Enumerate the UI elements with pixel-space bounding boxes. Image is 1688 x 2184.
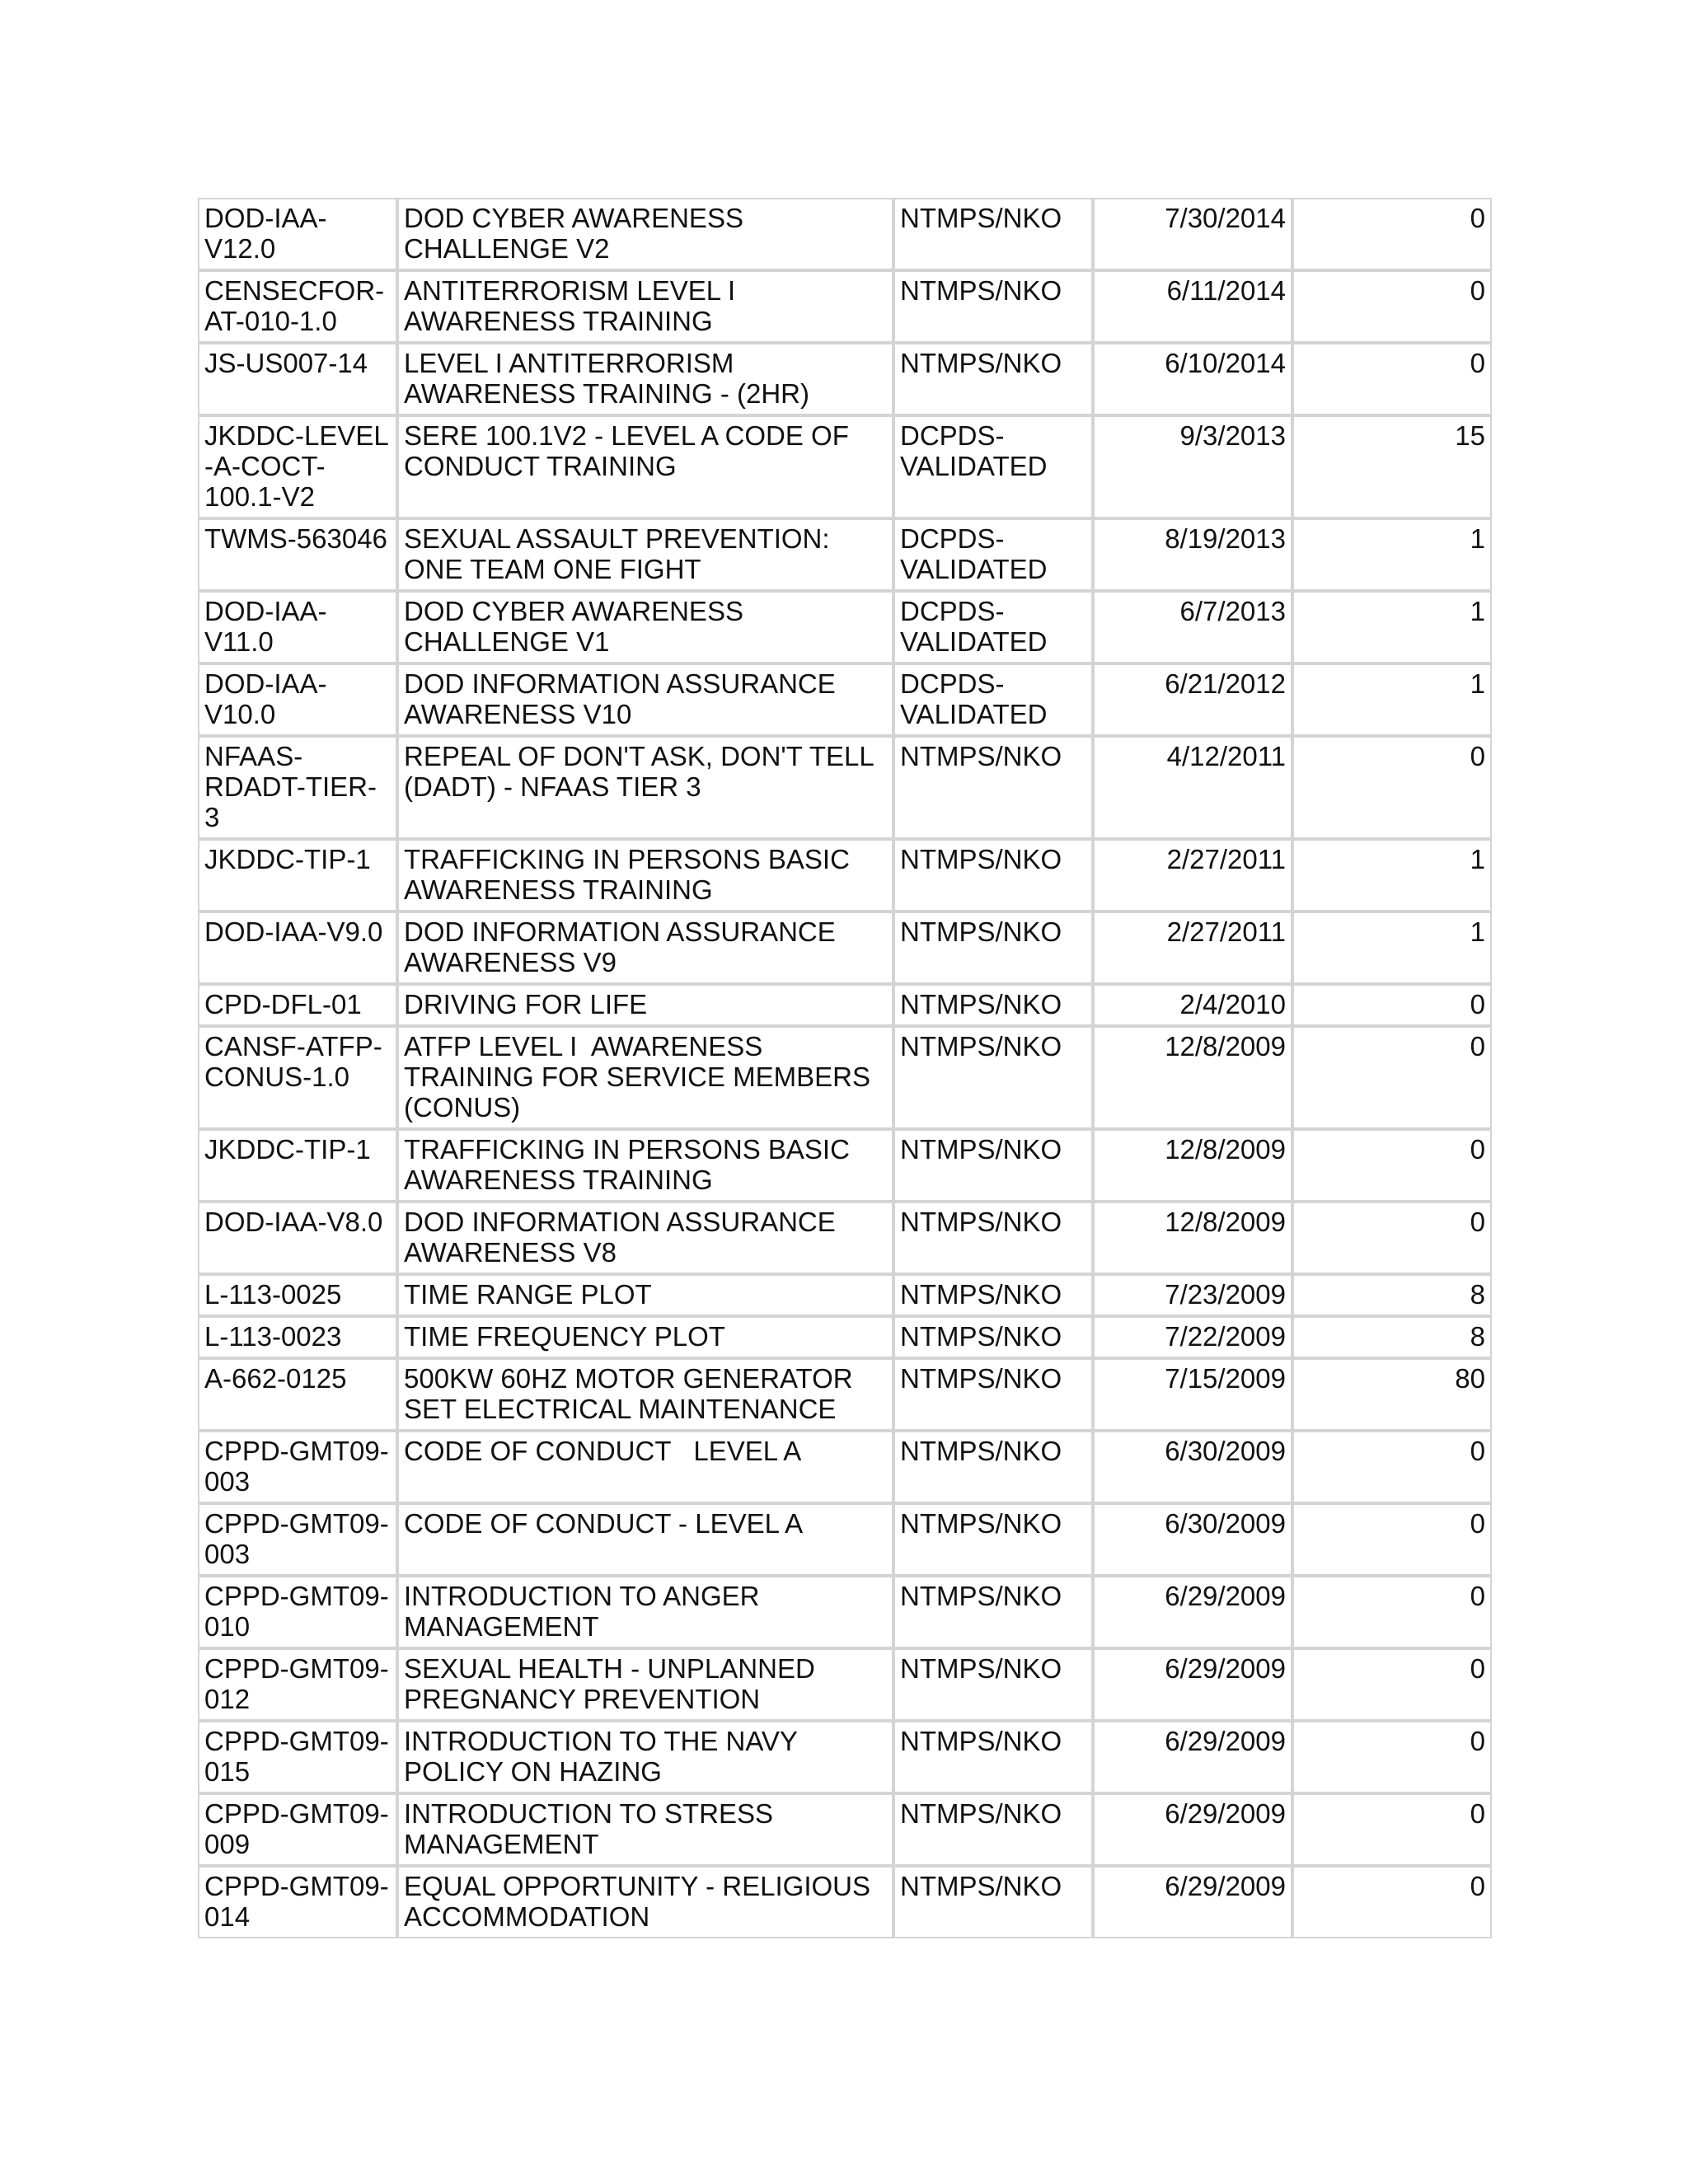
hours-cell: 1 — [1292, 839, 1492, 912]
hours-cell: 1 — [1292, 591, 1492, 663]
hours-cell: 8 — [1292, 1274, 1492, 1316]
hours-cell: 15 — [1292, 415, 1492, 518]
course-code-cell: TWMS-563046 — [198, 518, 397, 591]
course-title-cell: TIME RANGE PLOT — [397, 1274, 893, 1316]
source-cell: NTMPS/NKO — [893, 839, 1093, 912]
course-code-cell: CPD-DFL-01 — [198, 984, 397, 1026]
hours-cell: 0 — [1292, 1576, 1492, 1648]
table-body — [198, 198, 1492, 1938]
course-code-cell: CPPD-GMT09- 003 — [198, 1503, 397, 1576]
hours-cell: 0 — [1292, 984, 1492, 1026]
source-cell: NTMPS/NKO — [893, 1129, 1093, 1202]
table-row — [198, 1202, 1492, 1274]
completion-date-cell: 6/30/2009 — [1093, 1431, 1292, 1503]
table-row — [198, 1358, 1492, 1431]
completion-date-cell: 12/8/2009 — [1093, 1129, 1292, 1202]
course-code-cell: CPPD-GMT09- 012 — [198, 1648, 397, 1721]
source-cell: NTMPS/NKO — [893, 1202, 1093, 1274]
completion-date-cell: 6/30/2009 — [1093, 1503, 1292, 1576]
completion-date-cell: 9/3/2013 — [1093, 415, 1292, 518]
completion-date-cell: 6/29/2009 — [1093, 1576, 1292, 1648]
source-cell: DCPDS- VALIDATED — [893, 663, 1093, 736]
hours-cell: 0 — [1292, 1648, 1492, 1721]
source-cell: NTMPS/NKO — [893, 1866, 1093, 1938]
hours-cell: 0 — [1292, 270, 1492, 343]
course-title-cell: DOD INFORMATION ASSURANCE AWARENESS V10 — [397, 663, 893, 736]
source-cell: DCPDS- VALIDATED — [893, 518, 1093, 591]
course-code-cell: JKDDC-TIP-1 — [198, 1129, 397, 1202]
source-cell: NTMPS/NKO — [893, 736, 1093, 839]
course-title-cell: TRAFFICKING IN PERSONS BASIC AWARENESS TRAINING — [397, 839, 893, 912]
source-cell: NTMPS/NKO — [893, 343, 1093, 415]
course-code-cell: CPPD-GMT09- 015 — [198, 1721, 397, 1793]
course-code-cell: CPPD-GMT09- 009 — [198, 1793, 397, 1866]
completion-date-cell: 6/21/2012 — [1093, 663, 1292, 736]
hours-cell: 0 — [1292, 1721, 1492, 1793]
course-code-cell: DOD-IAA- V10.0 — [198, 663, 397, 736]
table-row — [198, 518, 1492, 591]
course-title-cell: REPEAL OF DON'T ASK, DON'T TELL (DADT) - NFAAS TIER 3 — [397, 736, 893, 839]
course-code-cell: DOD-IAA-V8.0 — [198, 1202, 397, 1274]
course-code-cell: A-662-0125 — [198, 1358, 397, 1431]
course-title-cell: LEVEL I ANTITERRORISM AWARENESS TRAINING - (2HR) — [397, 343, 893, 415]
course-title-cell: CODE OF CONDUCT LEVEL A — [397, 1431, 893, 1503]
table-row — [198, 1274, 1492, 1316]
hours-cell: 0 — [1292, 1866, 1492, 1938]
course-code-cell: CPPD-GMT09- 003 — [198, 1431, 397, 1503]
source-cell: NTMPS/NKO — [893, 198, 1093, 270]
table-row — [198, 1129, 1492, 1202]
source-cell: NTMPS/NKO — [893, 1358, 1093, 1431]
hours-cell: 0 — [1292, 1503, 1492, 1576]
hours-cell: 0 — [1292, 1202, 1492, 1274]
table-row — [198, 912, 1492, 984]
completion-date-cell: 7/30/2014 — [1093, 198, 1292, 270]
table-row — [198, 1648, 1492, 1721]
completion-date-cell: 6/29/2009 — [1093, 1648, 1292, 1721]
course-code-cell: CANSF-ATFP- CONUS-1.0 — [198, 1026, 397, 1129]
completion-date-cell: 2/27/2011 — [1093, 839, 1292, 912]
course-title-cell: DOD INFORMATION ASSURANCE AWARENESS V9 — [397, 912, 893, 984]
course-title-cell: DOD INFORMATION ASSURANCE AWARENESS V8 — [397, 1202, 893, 1274]
table-row — [198, 1576, 1492, 1648]
course-code-cell: DOD-IAA-V9.0 — [198, 912, 397, 984]
table-row — [198, 1503, 1492, 1576]
table-row — [198, 1316, 1492, 1358]
source-cell: DCPDS- VALIDATED — [893, 415, 1093, 518]
source-cell: NTMPS/NKO — [893, 1316, 1093, 1358]
hours-cell: 1 — [1292, 518, 1492, 591]
course-title-cell: INTRODUCTION TO ANGER MANAGEMENT — [397, 1576, 893, 1648]
course-title-cell: INTRODUCTION TO THE NAVY POLICY ON HAZING — [397, 1721, 893, 1793]
course-title-cell: ANTITERRORISM LEVEL I AWARENESS TRAINING — [397, 270, 893, 343]
completion-date-cell: 2/4/2010 — [1093, 984, 1292, 1026]
table-row — [198, 1721, 1492, 1793]
completion-date-cell: 6/7/2013 — [1093, 591, 1292, 663]
completion-date-cell: 6/29/2009 — [1093, 1721, 1292, 1793]
table-row — [198, 591, 1492, 663]
completion-date-cell: 7/23/2009 — [1093, 1274, 1292, 1316]
completion-date-cell: 8/19/2013 — [1093, 518, 1292, 591]
table-row — [198, 1866, 1492, 1938]
table-row — [198, 415, 1492, 518]
hours-cell: 1 — [1292, 912, 1492, 984]
course-title-cell: DOD CYBER AWARENESS CHALLENGE V1 — [397, 591, 893, 663]
course-code-cell: L-113-0023 — [198, 1316, 397, 1358]
course-title-cell: DOD CYBER AWARENESS CHALLENGE V2 — [397, 198, 893, 270]
course-title-cell: ATFP LEVEL I AWARENESS TRAINING FOR SERVICE MEMBERS (CONUS) — [397, 1026, 893, 1129]
source-cell: NTMPS/NKO — [893, 912, 1093, 984]
hours-cell: 8 — [1292, 1316, 1492, 1358]
table-row — [198, 198, 1492, 270]
completion-date-cell: 12/8/2009 — [1093, 1026, 1292, 1129]
course-title-cell: TIME FREQUENCY PLOT — [397, 1316, 893, 1358]
hours-cell: 80 — [1292, 1358, 1492, 1431]
source-cell: NTMPS/NKO — [893, 1431, 1093, 1503]
source-cell: NTMPS/NKO — [893, 1793, 1093, 1866]
table-row — [198, 1026, 1492, 1129]
course-title-cell: TRAFFICKING IN PERSONS BASIC AWARENESS TRAINING — [397, 1129, 893, 1202]
source-cell: NTMPS/NKO — [893, 1026, 1093, 1129]
hours-cell: 0 — [1292, 1129, 1492, 1202]
hours-cell: 0 — [1292, 343, 1492, 415]
training-history-table — [198, 198, 1492, 1938]
completion-date-cell: 6/29/2009 — [1093, 1866, 1292, 1938]
table-row — [198, 839, 1492, 912]
course-title-cell: INTRODUCTION TO STRESS MANAGEMENT — [397, 1793, 893, 1866]
source-cell: NTMPS/NKO — [893, 1503, 1093, 1576]
hours-cell: 0 — [1292, 736, 1492, 839]
hours-cell: 0 — [1292, 1431, 1492, 1503]
course-code-cell: CPPD-GMT09- 014 — [198, 1866, 397, 1938]
course-title-cell: SEXUAL ASSAULT PREVENTION: ONE TEAM ONE FIGHT — [397, 518, 893, 591]
course-title-cell: 500KW 60HZ MOTOR GENERATOR SET ELECTRICAL MAINTENANCE — [397, 1358, 893, 1431]
course-title-cell: CODE OF CONDUCT - LEVEL A — [397, 1503, 893, 1576]
course-title-cell: SEXUAL HEALTH - UNPLANNED PREGNANCY PREVENTION — [397, 1648, 893, 1721]
course-title-cell: EQUAL OPPORTUNITY - RELIGIOUS ACCOMMODATION — [397, 1866, 893, 1938]
course-code-cell: CENSECFOR- AT-010-1.0 — [198, 270, 397, 343]
completion-date-cell: 4/12/2011 — [1093, 736, 1292, 839]
source-cell: NTMPS/NKO — [893, 1721, 1093, 1793]
completion-date-cell: 6/11/2014 — [1093, 270, 1292, 343]
source-cell: NTMPS/NKO — [893, 1274, 1093, 1316]
completion-date-cell: 7/22/2009 — [1093, 1316, 1292, 1358]
source-cell: NTMPS/NKO — [893, 984, 1093, 1026]
course-code-cell: JS-US007-14 — [198, 343, 397, 415]
hours-cell: 0 — [1292, 1793, 1492, 1866]
course-code-cell: L-113-0025 — [198, 1274, 397, 1316]
completion-date-cell: 2/27/2011 — [1093, 912, 1292, 984]
source-cell: DCPDS- VALIDATED — [893, 591, 1093, 663]
hours-cell: 0 — [1292, 198, 1492, 270]
source-cell: NTMPS/NKO — [893, 1576, 1093, 1648]
course-code-cell: DOD-IAA- V12.0 — [198, 198, 397, 270]
course-code-cell: DOD-IAA- V11.0 — [198, 591, 397, 663]
table-row — [198, 736, 1492, 839]
table-row — [198, 1793, 1492, 1866]
table-row — [198, 984, 1492, 1026]
course-title-cell: SERE 100.1V2 - LEVEL A CODE OF CONDUCT TRAINING — [397, 415, 893, 518]
source-cell: NTMPS/NKO — [893, 1648, 1093, 1721]
table-row — [198, 663, 1492, 736]
source-cell: NTMPS/NKO — [893, 270, 1093, 343]
course-title-cell: DRIVING FOR LIFE — [397, 984, 893, 1026]
table-row — [198, 343, 1492, 415]
course-code-cell: CPPD-GMT09- 010 — [198, 1576, 397, 1648]
course-code-cell: JKDDC-TIP-1 — [198, 839, 397, 912]
completion-date-cell: 6/10/2014 — [1093, 343, 1292, 415]
completion-date-cell: 7/15/2009 — [1093, 1358, 1292, 1431]
table-row — [198, 1431, 1492, 1503]
course-code-cell: JKDDC-LEVEL -A-COCT- 100.1-V2 — [198, 415, 397, 518]
completion-date-cell: 12/8/2009 — [1093, 1202, 1292, 1274]
course-code-cell: NFAAS- RDADT-TIER- 3 — [198, 736, 397, 839]
hours-cell: 0 — [1292, 1026, 1492, 1129]
table-row — [198, 270, 1492, 343]
hours-cell: 1 — [1292, 663, 1492, 736]
completion-date-cell: 6/29/2009 — [1093, 1793, 1292, 1866]
